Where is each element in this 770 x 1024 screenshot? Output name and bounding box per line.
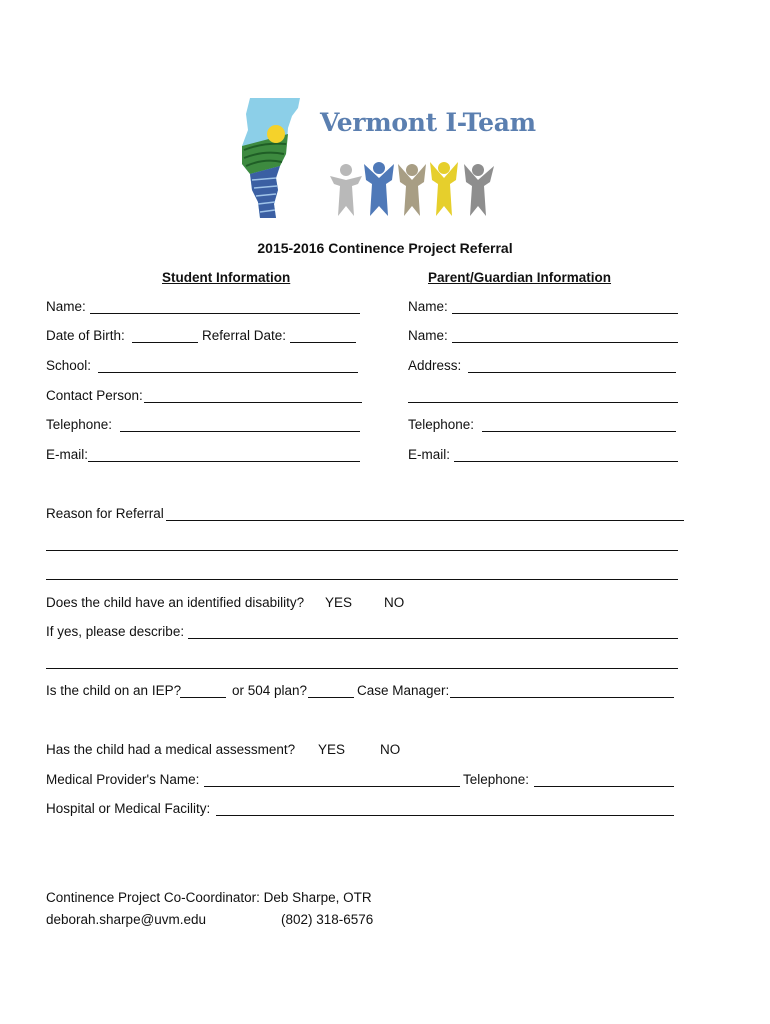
parent-name-field[interactable] xyxy=(454,296,676,314)
reason-line3-field[interactable] xyxy=(48,562,676,580)
facility-label: Hospital or Medical Facility: xyxy=(46,801,211,816)
parent-name-label: Name: xyxy=(408,299,448,314)
iep-field[interactable] xyxy=(182,680,224,698)
parent-telephone-label: Telephone: xyxy=(408,417,475,432)
student-info-heading: Student Information xyxy=(162,270,291,285)
case-manager-label: Case Manager: xyxy=(357,683,450,698)
student-email-label: E-mail: xyxy=(46,447,89,462)
student-name-label: Name: xyxy=(46,299,86,314)
parent-name2-field[interactable] xyxy=(454,325,676,343)
provider-telephone-label: Telephone: xyxy=(463,772,530,787)
plan504-underline xyxy=(308,697,354,698)
student-dob-field[interactable] xyxy=(134,325,198,343)
reason-label: Reason for Referral xyxy=(46,506,164,521)
medical-question: Has the child had a medical assessment? xyxy=(46,742,296,757)
iep-underline xyxy=(180,697,226,698)
student-telephone-label: Telephone: xyxy=(46,417,113,432)
parent-name2-label: Name: xyxy=(408,328,448,343)
coordinator-text: Continence Project Co-Coordinator: Deb Sharpe, OTR xyxy=(46,890,372,905)
describe-line2-underline xyxy=(46,668,678,669)
parent-address-label: Address: xyxy=(408,358,462,373)
referral-date-field[interactable] xyxy=(292,325,354,343)
parent-address2-field[interactable] xyxy=(410,385,676,403)
parent-address-field[interactable] xyxy=(470,355,674,373)
org-name: Vermont I-Team xyxy=(320,108,536,137)
case-manager-field[interactable] xyxy=(452,680,672,698)
plan504-field[interactable] xyxy=(310,680,352,698)
reason-line2-field[interactable] xyxy=(48,533,676,551)
student-email-underline xyxy=(88,461,360,462)
disability-question: Does the child have an identified disability? xyxy=(46,595,305,610)
provider-name-field[interactable] xyxy=(206,769,458,787)
student-telephone-field[interactable] xyxy=(122,414,358,432)
describe-label: If yes, please describe: xyxy=(46,624,185,639)
student-school-field[interactable] xyxy=(100,355,356,373)
student-name-underline xyxy=(90,313,360,314)
medical-no-option[interactable]: NO xyxy=(380,742,401,757)
reason-line3-underline xyxy=(46,579,678,580)
contact-person-field[interactable] xyxy=(146,385,360,403)
provider-telephone-underline xyxy=(534,786,674,787)
coordinator-phone: (802) 318-6576 xyxy=(281,912,374,927)
parent-telephone-field[interactable] xyxy=(484,414,674,432)
parent-email-label: E-mail: xyxy=(408,447,451,462)
disability-no-option[interactable]: NO xyxy=(384,595,405,610)
case-manager-underline xyxy=(450,697,674,698)
student-school-label: School: xyxy=(46,358,92,373)
plan504-label: or 504 plan? xyxy=(232,683,308,698)
describe-line2-field[interactable] xyxy=(48,651,676,669)
iep-label: Is the child on an IEP? xyxy=(46,683,182,698)
parent-name-underline xyxy=(452,313,678,314)
vermont-map-logo-icon xyxy=(236,94,306,222)
provider-telephone-field[interactable] xyxy=(536,769,672,787)
parent-email-underline xyxy=(454,461,678,462)
medical-yes-option[interactable]: YES xyxy=(318,742,346,757)
parent-email-field[interactable] xyxy=(456,444,676,462)
parent-address-underline xyxy=(468,372,676,373)
parent-info-heading: Parent/Guardian Information xyxy=(428,270,612,285)
student-dob-label: Date of Birth: xyxy=(46,328,125,343)
facility-field[interactable] xyxy=(218,798,672,816)
contact-person-underline xyxy=(144,402,362,403)
reason-underline xyxy=(166,520,684,521)
describe-underline xyxy=(188,638,678,639)
student-dob-underline xyxy=(132,342,198,343)
reason-line2-underline xyxy=(46,550,678,551)
parent-address2-underline xyxy=(408,402,678,403)
provider-name-label: Medical Provider's Name: xyxy=(46,772,200,787)
logo xyxy=(236,94,536,224)
student-telephone-underline xyxy=(120,431,360,432)
referral-date-label: Referral Date: xyxy=(202,328,287,343)
describe-field[interactable] xyxy=(190,621,676,639)
student-email-field[interactable] xyxy=(90,444,358,462)
contact-person-label: Contact Person: xyxy=(46,388,143,403)
referral-date-underline xyxy=(290,342,356,343)
people-figures-icon xyxy=(326,158,506,222)
reason-field[interactable] xyxy=(168,503,680,521)
coordinator-email: deborah.sharpe@uvm.edu xyxy=(46,912,207,927)
parent-name2-underline xyxy=(452,342,678,343)
student-name-field[interactable] xyxy=(92,296,360,314)
student-school-underline xyxy=(98,372,358,373)
parent-telephone-underline xyxy=(482,431,676,432)
facility-underline xyxy=(216,815,674,816)
provider-name-underline xyxy=(204,786,460,787)
disability-yes-option[interactable]: YES xyxy=(325,595,353,610)
form-title: 2015-2016 Continence Project Referral xyxy=(257,240,513,256)
